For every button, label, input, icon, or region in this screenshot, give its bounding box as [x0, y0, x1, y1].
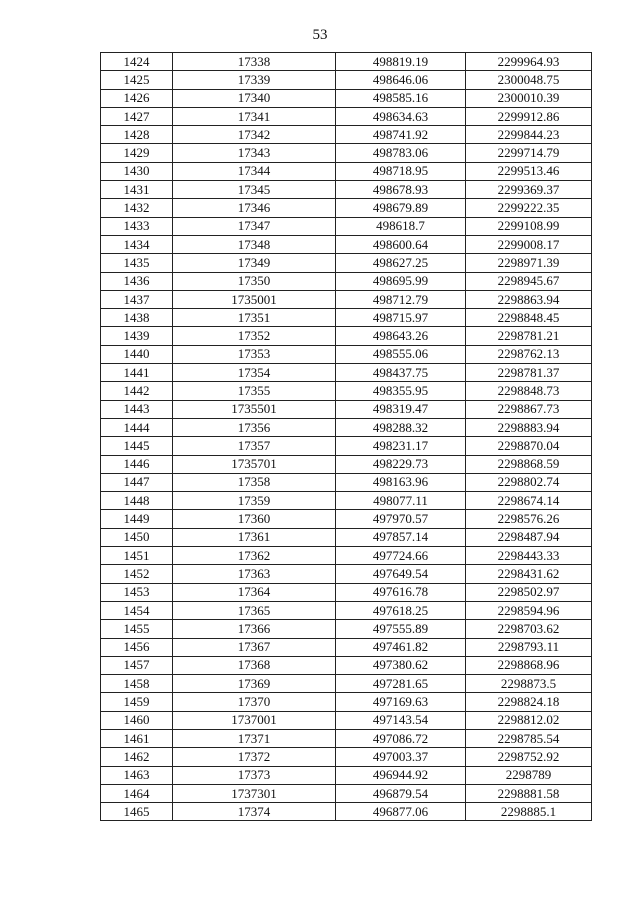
row-number-cell: 1442 — [101, 382, 173, 400]
y-coordinate-cell: 2298863.94 — [466, 290, 592, 308]
point-id-cell: 17346 — [173, 199, 336, 217]
point-id-cell: 17368 — [173, 656, 336, 674]
row-number-cell: 1435 — [101, 254, 173, 272]
y-coordinate-cell: 2299513.46 — [466, 162, 592, 180]
y-coordinate-cell: 2298793.11 — [466, 638, 592, 656]
x-coordinate-cell: 498715.97 — [336, 309, 466, 327]
table-row — [101, 327, 592, 345]
x-coordinate-cell: 496877.06 — [336, 803, 466, 821]
y-coordinate-cell: 2298802.74 — [466, 473, 592, 491]
table-row — [101, 199, 592, 217]
point-id-cell: 17351 — [173, 309, 336, 327]
y-coordinate-cell: 2299369.37 — [466, 181, 592, 199]
y-coordinate-cell: 2298703.62 — [466, 620, 592, 638]
row-number-cell: 1430 — [101, 162, 173, 180]
x-coordinate-cell: 497380.62 — [336, 656, 466, 674]
table-row — [101, 53, 592, 71]
x-coordinate-cell: 498618.7 — [336, 217, 466, 235]
x-coordinate-cell: 497649.54 — [336, 565, 466, 583]
table-row — [101, 418, 592, 436]
table-row — [101, 528, 592, 546]
row-number-cell: 1441 — [101, 364, 173, 382]
point-id-cell: 17345 — [173, 181, 336, 199]
point-id-cell: 17371 — [173, 729, 336, 747]
x-coordinate-cell: 498634.63 — [336, 107, 466, 125]
table-row — [101, 71, 592, 89]
y-coordinate-cell: 2298443.33 — [466, 547, 592, 565]
table-row — [101, 803, 592, 821]
row-number-cell: 1436 — [101, 272, 173, 290]
row-number-cell: 1455 — [101, 620, 173, 638]
x-coordinate-cell: 498319.47 — [336, 400, 466, 418]
table-row — [101, 309, 592, 327]
x-coordinate-cell: 496879.54 — [336, 784, 466, 802]
table-row — [101, 748, 592, 766]
point-id-cell: 17348 — [173, 235, 336, 253]
table-row — [101, 693, 592, 711]
table-row — [101, 217, 592, 235]
table-row — [101, 144, 592, 162]
point-id-cell: 17352 — [173, 327, 336, 345]
x-coordinate-cell: 498229.73 — [336, 455, 466, 473]
x-coordinate-cell: 498718.95 — [336, 162, 466, 180]
table-row — [101, 437, 592, 455]
y-coordinate-cell: 2298812.02 — [466, 711, 592, 729]
table-row — [101, 107, 592, 125]
point-id-cell: 17343 — [173, 144, 336, 162]
row-number-cell: 1428 — [101, 126, 173, 144]
x-coordinate-cell: 498783.06 — [336, 144, 466, 162]
y-coordinate-cell: 2298594.96 — [466, 601, 592, 619]
y-coordinate-cell: 2298881.58 — [466, 784, 592, 802]
y-coordinate-cell: 2298431.62 — [466, 565, 592, 583]
point-id-cell: 1735001 — [173, 290, 336, 308]
x-coordinate-cell: 497461.82 — [336, 638, 466, 656]
point-id-cell: 17342 — [173, 126, 336, 144]
page-number: 53 — [312, 27, 328, 43]
point-id-cell: 17360 — [173, 510, 336, 528]
table-row — [101, 455, 592, 473]
y-coordinate-cell: 2298873.5 — [466, 675, 592, 693]
y-coordinate-cell: 2299008.17 — [466, 235, 592, 253]
table-row — [101, 784, 592, 802]
table-row — [101, 473, 592, 491]
y-coordinate-cell: 2298870.04 — [466, 437, 592, 455]
y-coordinate-cell: 2299108.99 — [466, 217, 592, 235]
x-coordinate-cell: 497618.25 — [336, 601, 466, 619]
y-coordinate-cell: 2298868.59 — [466, 455, 592, 473]
row-number-cell: 1431 — [101, 181, 173, 199]
table-row — [101, 729, 592, 747]
table-row — [101, 254, 592, 272]
table-row — [101, 583, 592, 601]
y-coordinate-cell: 2298674.14 — [466, 492, 592, 510]
y-coordinate-cell: 2298781.21 — [466, 327, 592, 345]
row-number-cell: 1434 — [101, 235, 173, 253]
table-row — [101, 235, 592, 253]
row-number-cell: 1426 — [101, 89, 173, 107]
coordinate-table — [100, 52, 592, 821]
point-id-cell: 17350 — [173, 272, 336, 290]
table-row — [101, 290, 592, 308]
table-row — [101, 547, 592, 565]
row-number-cell: 1432 — [101, 199, 173, 217]
row-number-cell: 1465 — [101, 803, 173, 821]
row-number-cell: 1462 — [101, 748, 173, 766]
point-id-cell: 17357 — [173, 437, 336, 455]
point-id-cell: 17353 — [173, 345, 336, 363]
point-id-cell: 17367 — [173, 638, 336, 656]
y-coordinate-cell: 2298885.1 — [466, 803, 592, 821]
x-coordinate-cell: 498600.64 — [336, 235, 466, 253]
x-coordinate-cell: 497724.66 — [336, 547, 466, 565]
x-coordinate-cell: 498678.93 — [336, 181, 466, 199]
x-coordinate-cell: 498819.19 — [336, 53, 466, 71]
x-coordinate-cell: 498679.89 — [336, 199, 466, 217]
x-coordinate-cell: 498741.92 — [336, 126, 466, 144]
row-number-cell: 1451 — [101, 547, 173, 565]
table-row — [101, 601, 592, 619]
x-coordinate-cell: 497616.78 — [336, 583, 466, 601]
point-id-cell: 17340 — [173, 89, 336, 107]
y-coordinate-cell: 2298945.67 — [466, 272, 592, 290]
point-id-cell: 17344 — [173, 162, 336, 180]
table-row — [101, 766, 592, 784]
row-number-cell: 1464 — [101, 784, 173, 802]
row-number-cell: 1438 — [101, 309, 173, 327]
x-coordinate-cell: 498627.25 — [336, 254, 466, 272]
y-coordinate-cell: 2298752.92 — [466, 748, 592, 766]
table-row — [101, 382, 592, 400]
y-coordinate-cell: 2298487.94 — [466, 528, 592, 546]
point-id-cell: 17365 — [173, 601, 336, 619]
y-coordinate-cell: 2298883.94 — [466, 418, 592, 436]
row-number-cell: 1460 — [101, 711, 173, 729]
y-coordinate-cell: 2298576.26 — [466, 510, 592, 528]
row-number-cell: 1448 — [101, 492, 173, 510]
y-coordinate-cell: 2299964.93 — [466, 53, 592, 71]
x-coordinate-cell: 497555.89 — [336, 620, 466, 638]
row-number-cell: 1447 — [101, 473, 173, 491]
x-coordinate-cell: 497143.54 — [336, 711, 466, 729]
y-coordinate-cell: 2298785.54 — [466, 729, 592, 747]
y-coordinate-cell: 2298824.18 — [466, 693, 592, 711]
row-number-cell: 1452 — [101, 565, 173, 583]
row-number-cell: 1446 — [101, 455, 173, 473]
point-id-cell: 1735501 — [173, 400, 336, 418]
y-coordinate-cell: 2298848.45 — [466, 309, 592, 327]
x-coordinate-cell: 498163.96 — [336, 473, 466, 491]
y-coordinate-cell: 2299714.79 — [466, 144, 592, 162]
table-row — [101, 364, 592, 382]
x-coordinate-cell: 498077.11 — [336, 492, 466, 510]
point-id-cell: 17355 — [173, 382, 336, 400]
row-number-cell: 1425 — [101, 71, 173, 89]
x-coordinate-cell: 497003.37 — [336, 748, 466, 766]
row-number-cell: 1456 — [101, 638, 173, 656]
row-number-cell: 1449 — [101, 510, 173, 528]
row-number-cell: 1445 — [101, 437, 173, 455]
y-coordinate-cell: 2300048.75 — [466, 71, 592, 89]
x-coordinate-cell: 498555.06 — [336, 345, 466, 363]
point-id-cell: 17354 — [173, 364, 336, 382]
table-row — [101, 89, 592, 107]
point-id-cell: 17349 — [173, 254, 336, 272]
row-number-cell: 1458 — [101, 675, 173, 693]
row-number-cell: 1427 — [101, 107, 173, 125]
row-number-cell: 1450 — [101, 528, 173, 546]
point-id-cell: 1735701 — [173, 455, 336, 473]
y-coordinate-cell: 2298868.96 — [466, 656, 592, 674]
point-id-cell: 17341 — [173, 107, 336, 125]
point-id-cell: 17356 — [173, 418, 336, 436]
point-id-cell: 17364 — [173, 583, 336, 601]
point-id-cell: 17338 — [173, 53, 336, 71]
point-id-cell: 1737301 — [173, 784, 336, 802]
point-id-cell: 17358 — [173, 473, 336, 491]
y-coordinate-cell: 2299844.23 — [466, 126, 592, 144]
point-id-cell: 17366 — [173, 620, 336, 638]
row-number-cell: 1459 — [101, 693, 173, 711]
x-coordinate-cell: 498643.26 — [336, 327, 466, 345]
point-id-cell: 17374 — [173, 803, 336, 821]
row-number-cell: 1439 — [101, 327, 173, 345]
point-id-cell: 17363 — [173, 565, 336, 583]
x-coordinate-cell: 496944.92 — [336, 766, 466, 784]
point-id-cell: 17369 — [173, 675, 336, 693]
table-row — [101, 656, 592, 674]
x-coordinate-cell: 498695.99 — [336, 272, 466, 290]
row-number-cell: 1457 — [101, 656, 173, 674]
point-id-cell: 17372 — [173, 748, 336, 766]
y-coordinate-cell: 2298867.73 — [466, 400, 592, 418]
row-number-cell: 1424 — [101, 53, 173, 71]
x-coordinate-cell: 497970.57 — [336, 510, 466, 528]
row-number-cell: 1454 — [101, 601, 173, 619]
y-coordinate-cell: 2298762.13 — [466, 345, 592, 363]
x-coordinate-cell: 498288.32 — [336, 418, 466, 436]
x-coordinate-cell: 498646.06 — [336, 71, 466, 89]
row-number-cell: 1437 — [101, 290, 173, 308]
x-coordinate-cell: 497281.65 — [336, 675, 466, 693]
table-row — [101, 126, 592, 144]
x-coordinate-cell: 498585.16 — [336, 89, 466, 107]
x-coordinate-cell: 497169.63 — [336, 693, 466, 711]
table-row — [101, 162, 592, 180]
y-coordinate-cell: 2299222.35 — [466, 199, 592, 217]
y-coordinate-cell: 2298848.73 — [466, 382, 592, 400]
x-coordinate-cell: 497857.14 — [336, 528, 466, 546]
point-id-cell: 17361 — [173, 528, 336, 546]
table-row — [101, 565, 592, 583]
x-coordinate-cell: 498355.95 — [336, 382, 466, 400]
table-row — [101, 181, 592, 199]
y-coordinate-cell: 2298781.37 — [466, 364, 592, 382]
y-coordinate-cell: 2298971.39 — [466, 254, 592, 272]
table-row — [101, 620, 592, 638]
table-row — [101, 272, 592, 290]
row-number-cell: 1461 — [101, 729, 173, 747]
row-number-cell: 1444 — [101, 418, 173, 436]
row-number-cell: 1443 — [101, 400, 173, 418]
x-coordinate-cell: 498231.17 — [336, 437, 466, 455]
row-number-cell: 1433 — [101, 217, 173, 235]
point-id-cell: 17370 — [173, 693, 336, 711]
point-id-cell: 17373 — [173, 766, 336, 784]
row-number-cell: 1429 — [101, 144, 173, 162]
row-number-cell: 1463 — [101, 766, 173, 784]
x-coordinate-cell: 498437.75 — [336, 364, 466, 382]
y-coordinate-cell: 2299912.86 — [466, 107, 592, 125]
x-coordinate-cell: 497086.72 — [336, 729, 466, 747]
y-coordinate-cell: 2298502.97 — [466, 583, 592, 601]
table-row — [101, 510, 592, 528]
table-row — [101, 675, 592, 693]
table-row — [101, 400, 592, 418]
point-id-cell: 17347 — [173, 217, 336, 235]
row-number-cell: 1440 — [101, 345, 173, 363]
y-coordinate-cell: 2300010.39 — [466, 89, 592, 107]
y-coordinate-cell: 2298789 — [466, 766, 592, 784]
point-id-cell: 17362 — [173, 547, 336, 565]
table-row — [101, 345, 592, 363]
table-row — [101, 711, 592, 729]
table-row — [101, 492, 592, 510]
coordinate-table-body — [101, 53, 592, 821]
point-id-cell: 1737001 — [173, 711, 336, 729]
row-number-cell: 1453 — [101, 583, 173, 601]
table-row — [101, 638, 592, 656]
x-coordinate-cell: 498712.79 — [336, 290, 466, 308]
point-id-cell: 17359 — [173, 492, 336, 510]
point-id-cell: 17339 — [173, 71, 336, 89]
